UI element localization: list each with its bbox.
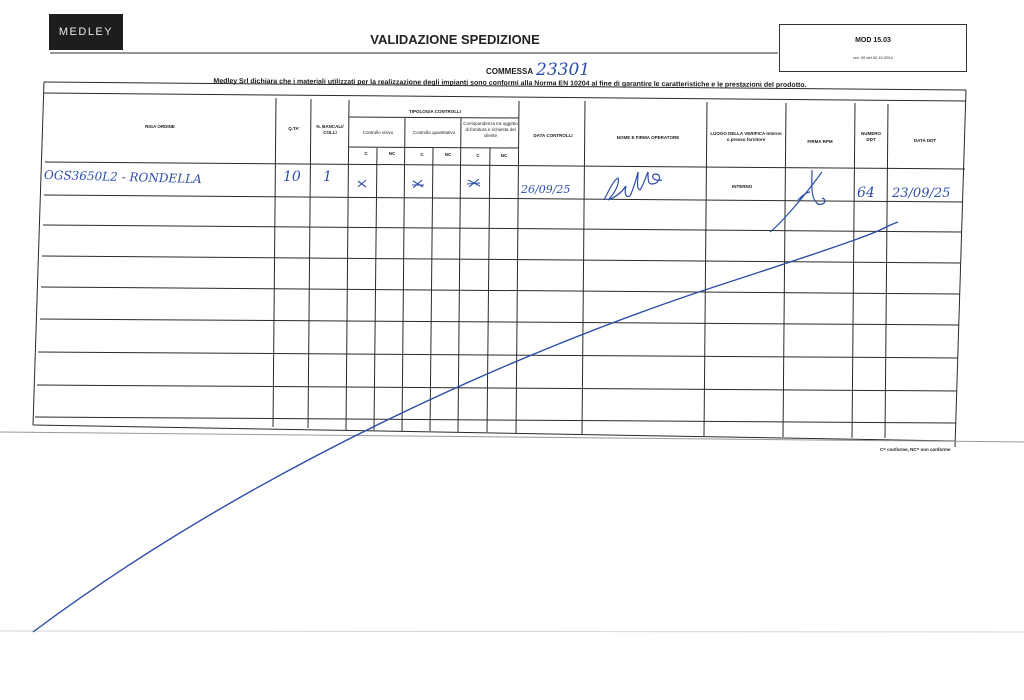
- row1-bancali: 1: [323, 169, 332, 185]
- document-title: VALIDAZIONE SPEDIZIONE: [370, 32, 540, 47]
- row1-riga-ordine: OGS3650L2 - RONDELLA: [43, 167, 202, 187]
- sub-nc: NC: [388, 151, 396, 156]
- row1-qta: 10: [283, 169, 301, 185]
- col-qta: Q.TA': [288, 126, 300, 131]
- col-luogo-verifica: LUOGO DELLA VERIFICA Interno o presso fornitore: [710, 131, 782, 142]
- module-code: MOD 15.03: [855, 37, 891, 44]
- col-firma-rpm: FIRMA RPM: [807, 139, 833, 144]
- commessa-value: 23301: [536, 60, 591, 80]
- legend: C= conforme, NC= non conforme: [880, 447, 951, 452]
- sub-nc: NC: [500, 153, 508, 158]
- sub-c: C: [420, 152, 424, 157]
- group-tipologia-controlli: TIPOLOGIA CONTROLLI: [408, 109, 462, 114]
- col-corrispondenza: Corrispondenza tra oggetto di fornitura e richiesta del cliente: [463, 121, 518, 138]
- declaration-text: Medley Srl dichiara che i materiali utilizzati per la realizzazione degli impianti sono conformi alla Norma EN 10204 al fine di garantire le caratteristiche e le prestazioni del prodotto.: [213, 77, 807, 90]
- col-data-ddt: DATA DDT: [913, 138, 937, 143]
- col-nome-firma: NOME E FIRMA OPERATORE: [616, 135, 680, 140]
- sub-c: C: [476, 153, 480, 158]
- commessa-label: COMMESSA: [486, 67, 534, 76]
- sub-c: C: [364, 151, 368, 156]
- col-controllo-quantitativo: Controllo quantitativo: [412, 130, 456, 135]
- col-controllo-visivo: Controllo visivo: [362, 130, 394, 135]
- row1-data-controlli: 26/09/25: [521, 183, 571, 196]
- row1-numero-ddt: 64: [857, 185, 875, 201]
- row1-data-ddt: 23/09/25: [892, 186, 951, 201]
- col-numero-ddt: NUMERO DDT: [861, 131, 881, 142]
- logo-text: MEDLEY: [58, 26, 114, 38]
- row1-luogo: INTERNO: [732, 184, 753, 189]
- col-bancali: N. BANCALI/ COLLI: [316, 124, 344, 135]
- module-code-box: [779, 24, 967, 72]
- col-riga-ordine: RIGA ORDINE: [145, 124, 175, 129]
- medley-logo: [49, 14, 123, 50]
- col-data-controlli: DATA CONTROLLI: [533, 133, 573, 138]
- sub-nc: NC: [444, 152, 452, 157]
- module-revision: rev. 00 del 02.10.2024: [853, 55, 893, 60]
